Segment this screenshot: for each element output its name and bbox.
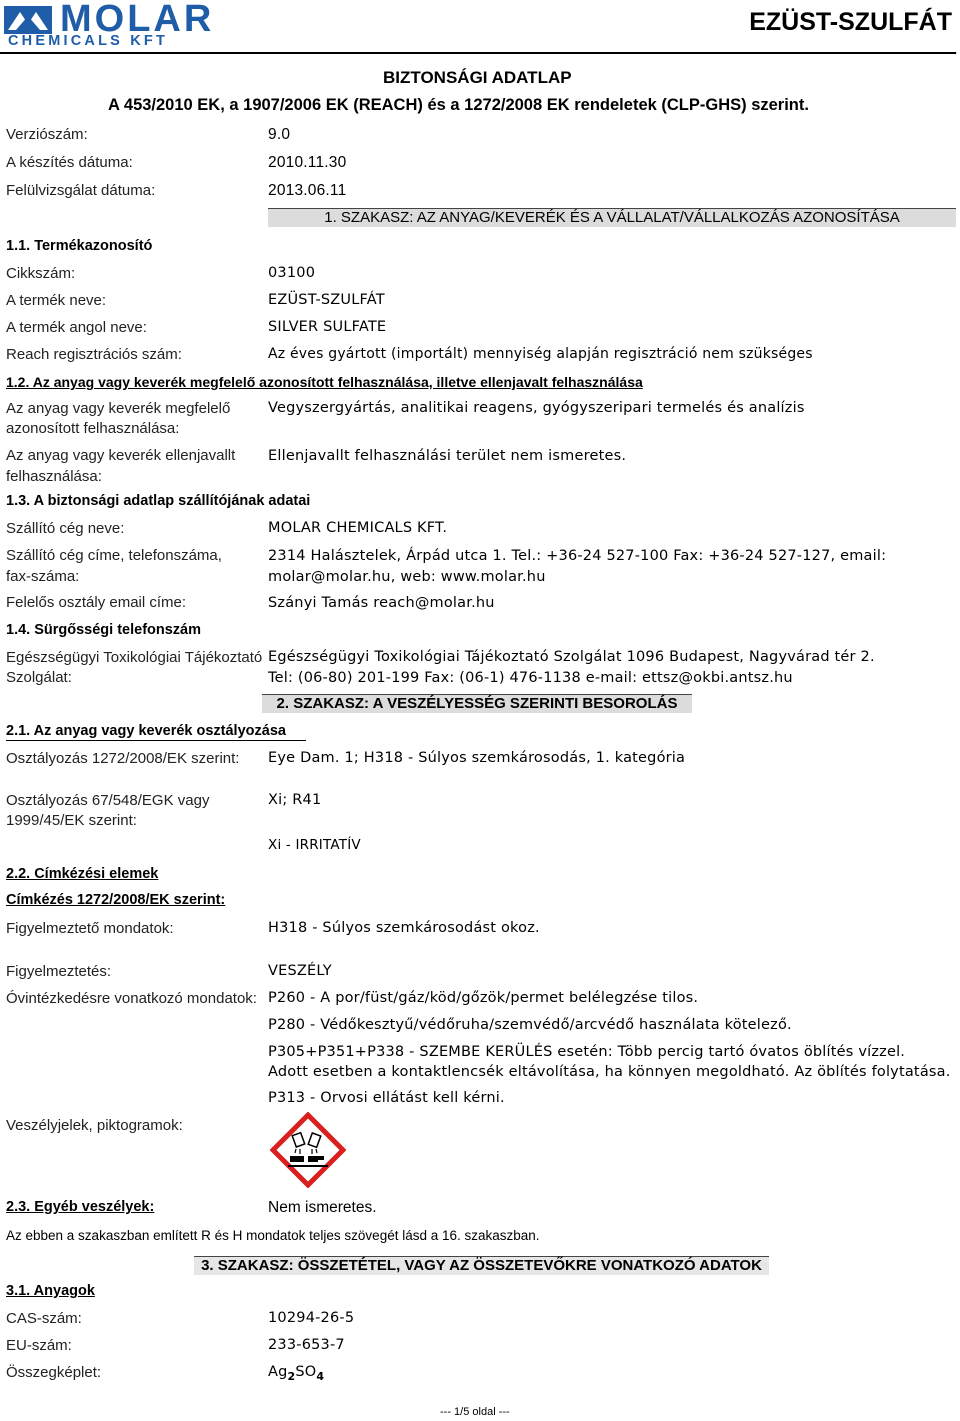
field-value: EZÜST-SZULFÁT [268,292,385,308]
precaution-line: P313 - Orvosi ellátást kell kérni. [268,1090,505,1106]
formula-part: SO [295,1364,317,1380]
s23-heading: 2.3. Egyéb veszélyek: [6,1199,155,1215]
field-label: Felelős osztály email címe: [6,594,187,611]
s21-underline [6,740,306,741]
precaution-line: Adott esetben a kontaktlencsék eltávolítása, ha könnyen megoldható. Az öblítés folytatása. [268,1064,951,1080]
field-label: Szállító cég neve: [6,520,125,537]
product-title: EZÜST-SZULFÁT [749,8,952,36]
s21-heading: 2.1. Az anyag vagy keverék osztályozása [6,723,286,739]
s11-heading: 1.1. Termékazonosító [6,238,153,254]
logo-top-text: MOLAR [60,0,215,40]
s22-clp-heading: Címkézés 1272/2008/EK szerint: [6,892,226,908]
meta-label: Felülvizsgálat dátuma: [6,182,156,199]
field-label: A termék neve: [6,292,107,309]
meta-label: Verziószám: [6,126,88,143]
field-label: EU-szám: [6,1337,72,1354]
field-label: Óvintézkedésre vonatkozó mondatok: [6,990,257,1007]
field-label: Osztályozás 67/548/EGK vagy [6,792,210,809]
field-value: Szányi Tamás reach@molar.hu [268,595,495,611]
field-value: 2314 Halásztelek, Árpád utca 1. Tel.: +36-24 527-100 Fax: +36-24 527-127, email: [268,548,887,564]
formula-subscript: 4 [316,1369,325,1383]
field-label: azonosított felhasználása: [6,420,180,437]
field-label: Az anyag vagy keverék megfelelő [6,400,231,417]
field-label: Reach regisztrációs szám: [6,346,182,363]
signal-word: VESZÉLY [268,963,332,979]
field-label: Szolgálat: [6,669,72,686]
field-value: 03100 [268,265,316,281]
field-label: Figyelmeztető mondatok: [6,920,174,937]
ghs05-corrosion-icon [270,1112,346,1188]
doc-title: BIZTONSÁGI ADATLAP [383,68,572,87]
field-value: MOLAR CHEMICALS KFT. [268,520,448,536]
field-value: H318 - Súlyos szemkárosodást okoz. [268,920,540,936]
meta-value: 9.0 [268,126,291,143]
field-value: SILVER SULFATE [268,319,387,335]
s12-heading: 1.2. Az anyag vagy keverék megfelelő azonosított felhasználása, illetve ellenjavalt felhasználása [6,374,643,390]
field-value: molar@molar.hu, web: www.molar.hu [268,569,546,585]
field-label: fax-száma: [6,568,80,585]
s22-heading: 2.2. Címkézési elemek [6,866,159,882]
s14-heading: 1.4. Sürgősségi telefonszám [6,622,202,638]
page-footer: --- 1/5 oldal --- [440,1406,510,1418]
molecular-formula [268,1364,324,1383]
field-label: Osztályozás 1272/2008/EK szerint: [6,750,240,767]
field-value: Nem ismeretes. [268,1199,377,1216]
section1-title: 1. SZAKASZ: AZ ANYAG/KEVERÉK ÉS A VÁLLALAT/VÁLLALKOZÁS AZONOSÍTÁSA [268,208,956,227]
field-label: Figyelmeztetés: [6,963,112,980]
field-label: Szállító cég címe, telefonszáma, [6,547,222,564]
field-label: CAS-szám: [6,1310,82,1327]
field-label: felhasználása: [6,468,102,485]
meta-value: 2010.11.30 [268,154,347,171]
section-note: Az ebben a szakaszban említett R és H mondatok teljes szövegét lásd a 16. szakaszban. [6,1228,540,1243]
field-value: Tel: (06-80) 201-199 Fax: (06-1) 476-1138 e-mail: ettsz@okbi.antsz.hu [268,670,793,686]
field-label: Egészségügyi Toxikológiai Tájékoztató [6,649,263,666]
field-value: Az éves gyártott (importált) mennyiség alapján regisztráció nem szükséges [268,346,813,362]
formula-subscript: 2 [287,1369,296,1383]
field-value: Xi - IRRITATÍV [268,837,361,853]
s31-heading: 3.1. Anyagok [6,1283,95,1299]
field-label: Összegképlet: [6,1364,102,1381]
logo-bottom-text: CHEMICALS KFT [8,33,169,49]
field-value: Ellenjavallt felhasználási terület nem ismeretes. [268,448,627,464]
precaution-line: P280 - Védőkesztyű/védőruha/szemvédő/arcvédő használata kötelező. [268,1017,792,1033]
field-value: Xi; R41 [268,792,322,808]
meta-label: A készítés dátuma: [6,154,133,171]
company-logo [4,2,226,50]
field-value: Eye Dam. 1; H318 - Súlyos szemkárosodás, 1. kategória [268,750,686,766]
field-value: 233-653-7 [268,1337,345,1353]
s13-heading: 1.3. A biztonsági adatlap szállítójának adatai [6,493,311,509]
field-label: Cikkszám: [6,265,76,282]
precaution-line: P305+P351+P338 - SZEMBE KERÜLÉS esetén: Több percig tartó óvatos öblítés vízzel. [268,1044,906,1060]
field-value: Vegyszergyártás, analitikai reagens, gyógyszeripari termelés és analízis [268,400,805,416]
section3-title: 3. SZAKASZ: ÖSSZETÉTEL, VAGY AZ ÖSSZETEVŐKRE VONATKOZÓ ADATOK [194,1256,769,1275]
doc-subtitle: A 453/2010 EK, a 1907/2006 EK (REACH) és a 1272/2008 EK rendeletek (CLP-GHS) szerint. [108,96,809,114]
meta-value: 2013.06.11 [268,182,347,199]
field-label: A termék angol neve: [6,319,147,336]
section2-title: 2. SZAKASZ: A VESZÉLYESSÉG SZERINTI BESOROLÁS [262,694,692,713]
field-value: Egészségügyi Toxikológiai Tájékoztató Szolgálat 1096 Budapest, Nagyvárad tér 2. [268,649,875,665]
precaution-line: P260 - A por/füst/gáz/köd/gőzök/permet belélegzése tilos. [268,990,699,1006]
formula-part: Ag [268,1364,288,1380]
field-label: 1999/45/EK szerint: [6,812,137,829]
header-rule [0,52,956,54]
field-label: Az anyag vagy keverék ellenjavallt [6,447,236,464]
field-value: 10294-26-5 [268,1310,355,1326]
field-label: Veszélyjelek, piktogramok: [6,1117,183,1134]
molar-logo-icon [4,4,52,36]
